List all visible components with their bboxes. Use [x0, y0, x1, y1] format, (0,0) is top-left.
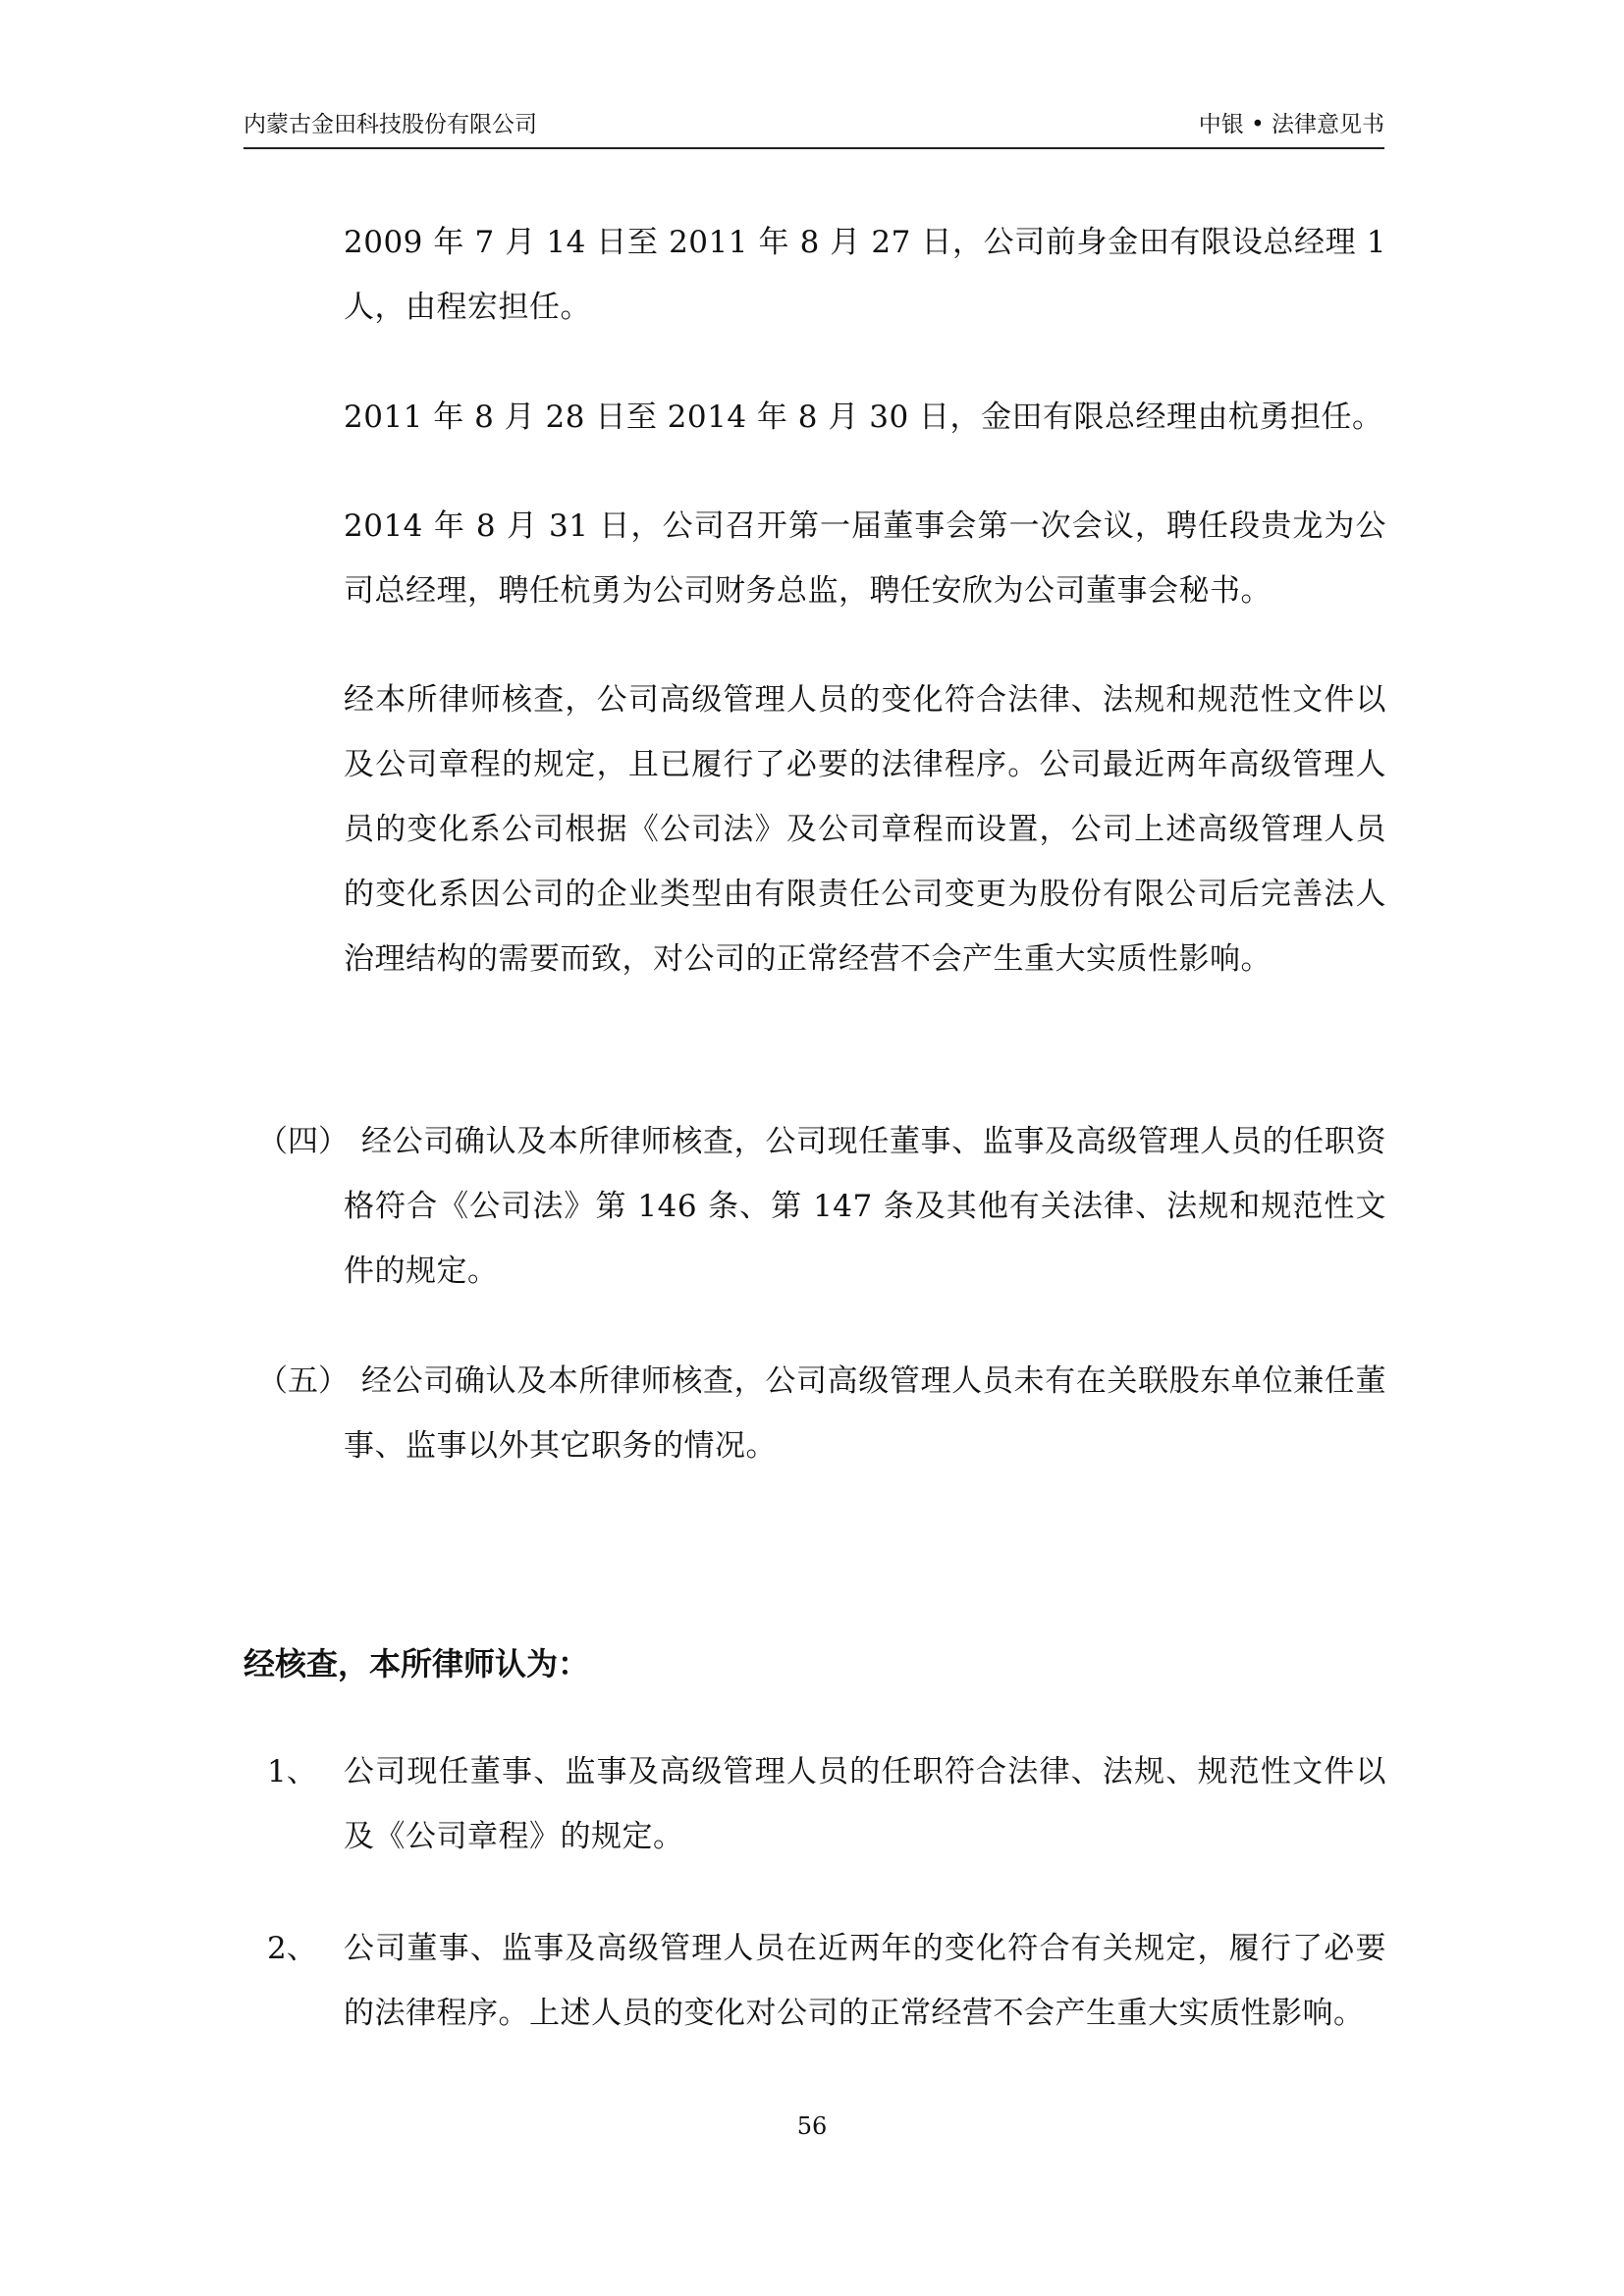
paragraph-general-manager-2009: 2009 年 7 月 14 日至 2011 年 8 月 27 日，公司前身金田有限设总经理 1 人，由程宏担任。 [344, 225, 1386, 325]
conclusion-heading: 经核查，本所律师认为： [244, 1645, 590, 1682]
paragraph-general-manager-2011: 2011 年 8 月 28 日至 2014 年 8 月 30 日，金田有限总经理由杭勇担任。 [344, 400, 1383, 435]
conclusion-item-marker-2: 2、 [267, 1931, 317, 1966]
page-number: 56 [796, 2112, 828, 2140]
conclusion-item-marker-1: 1、 [267, 1754, 317, 1789]
conclusion-item-text-1: 公司现任董事、监事及高级管理人员的任职符合法律、法规、规范性文件以及《公司章程》的规定。 [344, 1754, 1386, 1854]
section-text-five: 经公司确认及本所律师核查，公司高级管理人员未有在关联股东单位兼任董事、监事以外其它职务的情况。 [344, 1363, 1386, 1464]
section-text-four: 经公司确认及本所律师核查，公司现任董事、监事及高级管理人员的任职资格符合《公司法》第 146 条、第 147 条及其他有关法律、法规和规范性文件的规定。 [344, 1124, 1386, 1289]
section-marker-four: （四） [257, 1124, 349, 1159]
header-document-title: 中银 • 法律意见书 [1198, 112, 1384, 137]
header-company-name: 内蒙古金田科技股份有限公司 [244, 112, 537, 137]
section-marker-five: （五） [257, 1363, 349, 1399]
paragraph-board-meeting-2014: 2014 年 8 月 31 日，公司召开第一届董事会第一次会议，聘任段贵龙为公司总经理，聘任杭勇为公司财务总监，聘任安欣为公司董事会秘书。 [344, 508, 1386, 609]
conclusion-item-text-2: 公司董事、监事及高级管理人员在近两年的变化符合有关规定，履行了必要的法律程序。上述人员的变化对公司的正常经营不会产生重大实质性影响。 [344, 1931, 1386, 2031]
page-header [244, 102, 1384, 149]
paragraph-lawyer-review: 经本所律师核查，公司高级管理人员的变化符合法律、法规和规范性文件以及公司章程的规定，且已履行了必要的法律程序。公司最近两年高级管理人员的变化系公司根据《公司法》及公司章程而设置，公司上述高级管理人员的变化系因公司的企业类型由有限责任公司变更为股份有限公司后完善法人治理结构的需要而致，对公司的正常经营不会产生重大实质性影响。 [344, 682, 1386, 977]
